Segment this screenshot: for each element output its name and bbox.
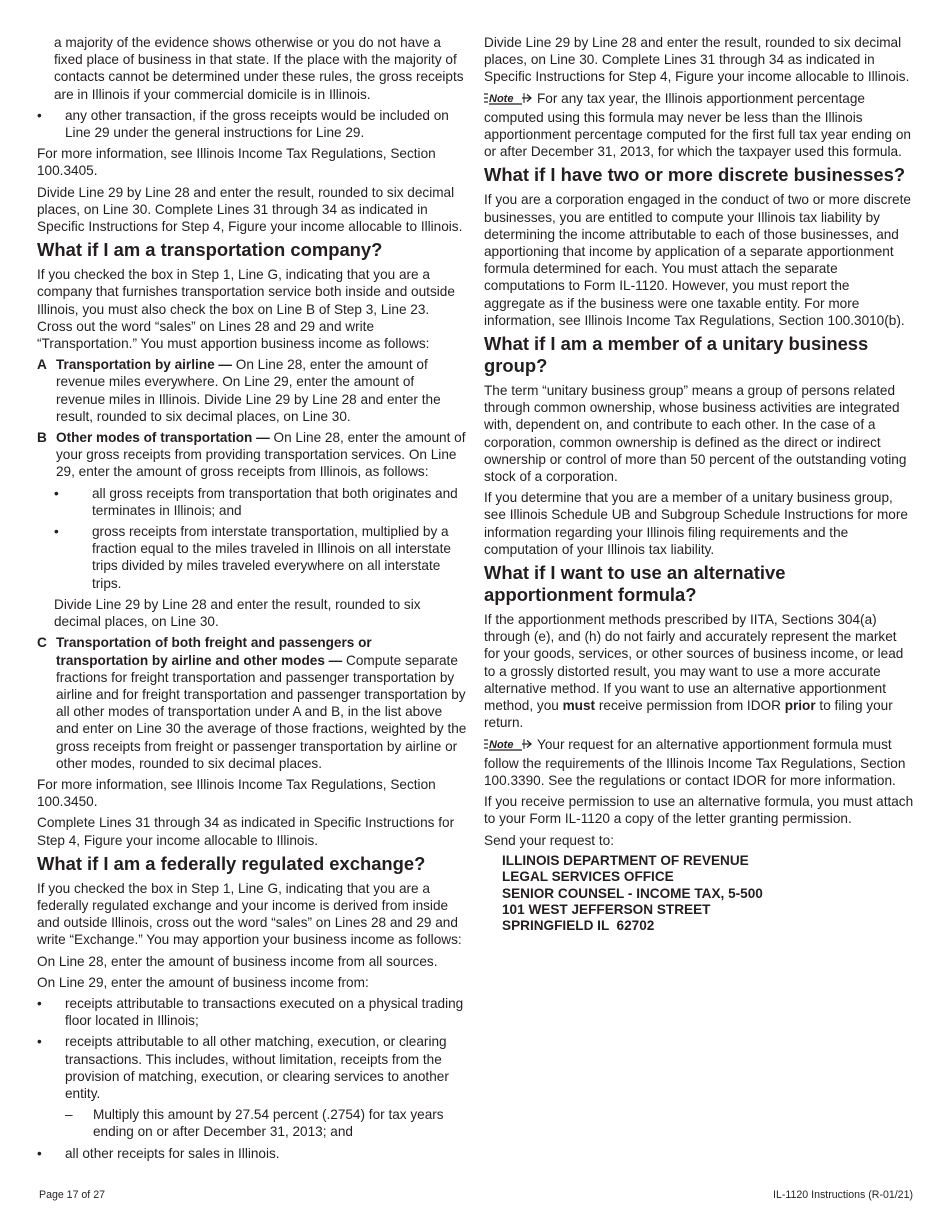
note-icon bbox=[484, 91, 534, 109]
list-item: • any other transaction, if the gross receipts would be included on Line 29 under the general instructions for Line 29. bbox=[37, 107, 467, 141]
item-letter: A bbox=[37, 357, 47, 373]
list-item: – Multiply this amount by 27.54 percent (.2754) for tax years ending on or after December 31, 2013; and bbox=[65, 1106, 467, 1140]
item-text: On Line 28, enter the amount of your gross receipts from providing transportation services. On Line 29, enter the amount of gross receipts from Illinois, as follows: bbox=[56, 430, 466, 480]
list-item: • gross receipts from interstate transportation, multiplied by a fraction equal to the miles traveled in Illinois on all interstate trips divided by miles traveled everywhere on all interstate trips. bbox=[54, 523, 467, 592]
list-item: • all other receipts for sales in Illinois. bbox=[37, 1145, 467, 1162]
alternative-paragraph bbox=[484, 611, 914, 731]
line-28-paragraph: On Line 28, enter the amount of business income from all sources. bbox=[37, 953, 438, 969]
note-text: Your request for an alternative apportionment formula must follow the requirements of the Illinois Income Tax Regulations, Section 100.3390. See the regulations or contact IDOR for more information. bbox=[484, 736, 906, 788]
item-text: Compute separate fractions for freight transportation and passenger transportation by airline and for freight transportation and passenger transportation by all other modes of transportation under A and B, in the list above and enter on Line 30 the average of those fractions, weighted by the gross receipts from freight or passenger transportation by airline or other modes, rounded to six decimal places. bbox=[56, 652, 467, 771]
mailing-address bbox=[484, 853, 914, 935]
note-paragraph bbox=[484, 736, 914, 790]
note-icon bbox=[484, 737, 534, 755]
exchange-bullet-list-end bbox=[37, 1145, 467, 1162]
heading-exchange: What if I am a federally regulated exchange? bbox=[37, 852, 426, 874]
address-line: SPRINGFIELD IL 62702 bbox=[502, 918, 655, 934]
address-line: SENIOR COUNSEL - INCOME TAX, 5-500 bbox=[502, 885, 763, 901]
divide-paragraph: Divide Line 29 by Line 28 and enter the result, rounded to six decimal places, on Line 30. Complete Lines 31 through 34 as indicated in Specific Instructions for Step 4, Figure your income allocable to Illinois. bbox=[37, 184, 463, 235]
permission-paragraph: If you receive permission to use an alternative formula, you must attach to your Form IL-1120 a copy of the letter granting permission. bbox=[484, 794, 914, 827]
complete-lines-paragraph: Complete Lines 31 through 34 as indicated in Specific Instructions for Step 4, Figure your income allocable to Illinois. bbox=[37, 815, 455, 848]
divide-paragraph: Divide Line 29 by Line 28 and enter the result, rounded to six decimal places, on Line 30. Complete Lines 31 through 34 as indicated in Specific Instructions for Step 4, Figure your income allocable to Illinois. bbox=[484, 35, 910, 85]
item-title: Transportation by airline — bbox=[56, 357, 232, 373]
item-b-other-modes bbox=[37, 429, 467, 481]
more-info-paragraph: For more information, see Illinois Income Tax Regulations, Section 100.3405. bbox=[37, 146, 436, 179]
unitary-paragraph-1: The term “unitary business group” means a group of persons related through common ownership, whose business activities are integrated with, dependent on, and contribute to each other. In the case of a corporation, common ownership is defined as the direct or indirect ownership or control of more than 50 percent of the outstanding voting stock of a corporation. bbox=[484, 383, 907, 485]
item-title: Transportation of both freight and passengers or transportation by airline and other modes — bbox=[56, 635, 372, 668]
discrete-paragraph: If you are a corporation engaged in the conduct of two or more discrete businesses, you are entitled to compute your Illinois tax liability by determining the income attributable to each of those businesses, and apportioning that income by application of a separate apportionment formula determined for each. You must attach the separate computations to Form IL-1120. However, you must report the aggregate as if the business were one taxable entity. For more information, see Illinois Income Tax Regulations, Section 100.3010(b). bbox=[484, 192, 911, 328]
send-request-label: Send your request to: bbox=[484, 832, 614, 848]
alt-prior: prior bbox=[784, 698, 816, 714]
heading-alternative: What if I want to use an alternative apportionment formula? bbox=[484, 562, 786, 606]
exchange-intro: If you checked the box in Step 1, Line G, indicating that you are a federally regulated exchange and your income is derived from inside and outside Illinois, cross out the word “sales” on Lines 28 and 29 and write “Exchange.” You may apportion your business income as follows: bbox=[37, 880, 462, 948]
item-c-freight-passengers bbox=[37, 634, 467, 772]
more-info-paragraph: For more information, see Illinois Income Tax Regulations, Section 100.3450. bbox=[37, 776, 436, 810]
continued-paragraph: a majority of the evidence shows otherwise or you do not have a fixed place of business in that state. If the place with the majority of contacts cannot be determined under these rules, the gross receipts are in Illinois if your commercial domicile is in Illinois. bbox=[54, 35, 464, 102]
address-line: 101 WEST JEFFERSON STREET bbox=[502, 901, 711, 917]
left-column bbox=[37, 34, 467, 1166]
item-text: On Line 28, enter the amount of revenue miles everywhere. On Line 29, enter the amount of revenue miles in Illinois. Divide Line 29 by Line 28 and enter the result, rounded to six decimal places, on Line 30. bbox=[56, 357, 441, 424]
list-item: • receipts attributable to transactions executed on a physical trading floor located in Illinois; bbox=[37, 995, 467, 1029]
transport-bullet-list bbox=[37, 485, 467, 592]
heading-unitary: What if I am a member of a unitary business group? bbox=[484, 333, 869, 377]
bullet-list bbox=[37, 107, 467, 141]
heading-transportation: What if I am a transportation company? bbox=[37, 239, 383, 261]
heading-discrete: What if I have two or more discrete businesses? bbox=[484, 164, 906, 186]
alt-text-b: receive permission from IDOR bbox=[595, 698, 785, 714]
note-label: Note bbox=[489, 92, 514, 105]
item-letter: B bbox=[37, 430, 47, 446]
item-letter: C bbox=[37, 635, 47, 651]
page-number: Page 17 of 27 bbox=[39, 1189, 105, 1201]
note-paragraph bbox=[484, 90, 914, 161]
address-line: LEGAL SERVICES OFFICE bbox=[502, 869, 674, 885]
dash-list bbox=[37, 1106, 467, 1140]
divide-paragraph: Divide Line 29 by Line 28 and enter the result, rounded to six decimal places, on Line 30. bbox=[54, 596, 421, 630]
item-title: Other modes of transportation — bbox=[56, 430, 270, 446]
transportation-intro: If you checked the box in Step 1, Line G, indicating that you are a company that furnishes transportation service both inside and outside Illinois, you must also check the box on Line B of Step 3, Line 23. Cross out the word “sales” on Lines 28 and 29 and write “Transportation.” You must apportion business income as follows: bbox=[37, 267, 455, 352]
form-id: IL-1120 Instructions (R-01/21) bbox=[773, 1189, 913, 1201]
list-item-text: receipts attributable to all other matching, execution, or clearing transactions. This includes, without limitation, receipts from the provision of matching, execution, or clearing services to another entity. bbox=[65, 1034, 449, 1101]
unitary-paragraph-2: If you determine that you are a member of a unitary business group, see Illinois Schedule UB and Subgroup Schedule Instructions for more information regarding your Illinois filing requirements and the computation of your Illinois tax liability. bbox=[484, 490, 908, 557]
exchange-bullet-list bbox=[37, 995, 467, 1102]
alt-must: must bbox=[562, 698, 596, 714]
list-item: • all gross receipts from transportation that both originates and terminates in Illinois; and bbox=[54, 485, 467, 519]
line-29-paragraph: On Line 29, enter the amount of business income from: bbox=[37, 974, 369, 990]
list-item bbox=[37, 1033, 467, 1102]
item-a-airline bbox=[37, 356, 467, 425]
note-label: Note bbox=[489, 738, 514, 751]
note-text: For any tax year, the Illinois apportionment percentage computed using this formula may never be less than the Illinois apportionment percentage computed for the first full tax year ending on or after December 31, 2013, for which the taxpayer used this formula. bbox=[484, 90, 911, 160]
right-column bbox=[484, 34, 914, 935]
alt-text-a: If the apportionment methods prescribed by IITA, Sections 304(a) through (e), and (h) do not fairly and accurately represent the market for your goods, services, or other sources of business income, or lead to a grossly distorted result, you may want to use a more accurate alternative method. If you want to use an alternative apportionment method, you bbox=[484, 612, 904, 714]
address-line: ILLINOIS DEPARTMENT OF REVENUE bbox=[502, 852, 749, 868]
alt-text-c: to filing your return. bbox=[484, 698, 893, 731]
